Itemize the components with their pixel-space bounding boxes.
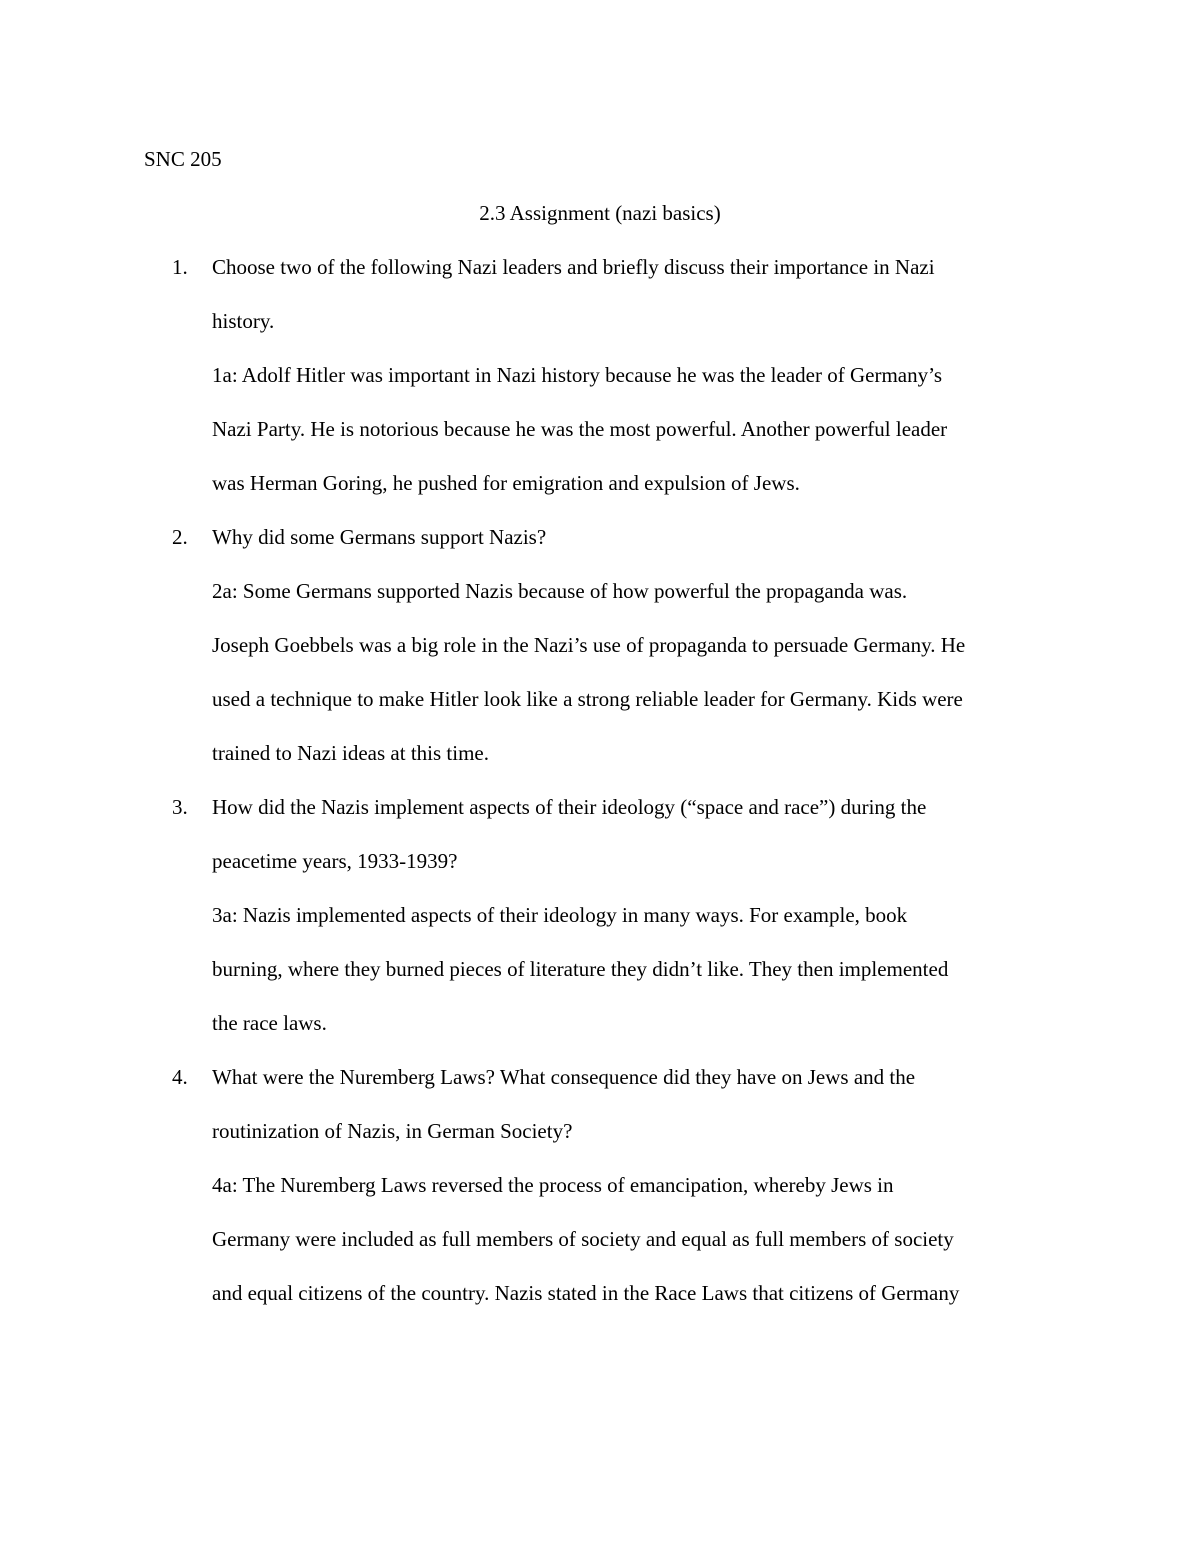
answer-4-line-2: Germany were included as full members of society and equal as full members of society	[212, 1227, 954, 1251]
answer-2-line-4: trained to Nazi ideas at this time.	[212, 741, 489, 765]
question-1-line-1: Choose two of the following Nazi leaders and briefly discuss their importance in Nazi	[212, 255, 935, 279]
document-title: 2.3 Assignment (nazi basics)	[479, 201, 721, 225]
question-2-line-1: Why did some Germans support Nazis?	[212, 525, 547, 549]
answer-1-line-1: 1a: Adolf Hitler was important in Nazi history because he was the leader of Germany’s	[212, 363, 943, 387]
question-4-line-1: What were the Nuremberg Laws? What consequence did they have on Jews and the	[212, 1065, 916, 1089]
answer-1-line-3: was Herman Goring, he pushed for emigration and expulsion of Jews.	[212, 471, 800, 495]
answer-2-line-2: Joseph Goebbels was a big role in the Nazi’s use of propaganda to persuade Germany. He	[212, 633, 966, 657]
answer-3-line-2: burning, where they burned pieces of literature they didn’t like. They then implemented	[212, 957, 949, 981]
answer-1-line-2: Nazi Party. He is notorious because he was the most powerful. Another powerful leader	[212, 417, 948, 441]
question-3-line-1: How did the Nazis implement aspects of their ideology (“space and race”) during the	[212, 795, 927, 819]
question-3-number: 3.	[172, 795, 188, 819]
question-4-line-2: routinization of Nazis, in German Society?	[212, 1119, 573, 1143]
question-2-number: 2.	[172, 525, 188, 549]
question-1-line-2: history.	[212, 309, 275, 333]
answer-3-line-3: the race laws.	[212, 1011, 327, 1035]
answer-4-line-3: and equal citizens of the country. Nazis stated in the Race Laws that citizens of Germany	[212, 1281, 960, 1305]
question-1-number: 1.	[172, 255, 188, 279]
question-3-line-2: peacetime years, 1933-1939?	[212, 849, 458, 873]
question-4-number: 4.	[172, 1065, 188, 1089]
course-code: SNC 205	[144, 147, 222, 171]
answer-2-line-1: 2a: Some Germans supported Nazis because of how powerful the propaganda was.	[212, 579, 908, 603]
answer-4-line-1: 4a: The Nuremberg Laws reversed the process of emancipation, whereby Jews in	[212, 1173, 894, 1197]
answer-2-line-3: used a technique to make Hitler look like a strong reliable leader for Germany. Kids were	[212, 687, 963, 711]
answer-3-line-1: 3a: Nazis implemented aspects of their ideology in many ways. For example, book	[212, 903, 908, 927]
